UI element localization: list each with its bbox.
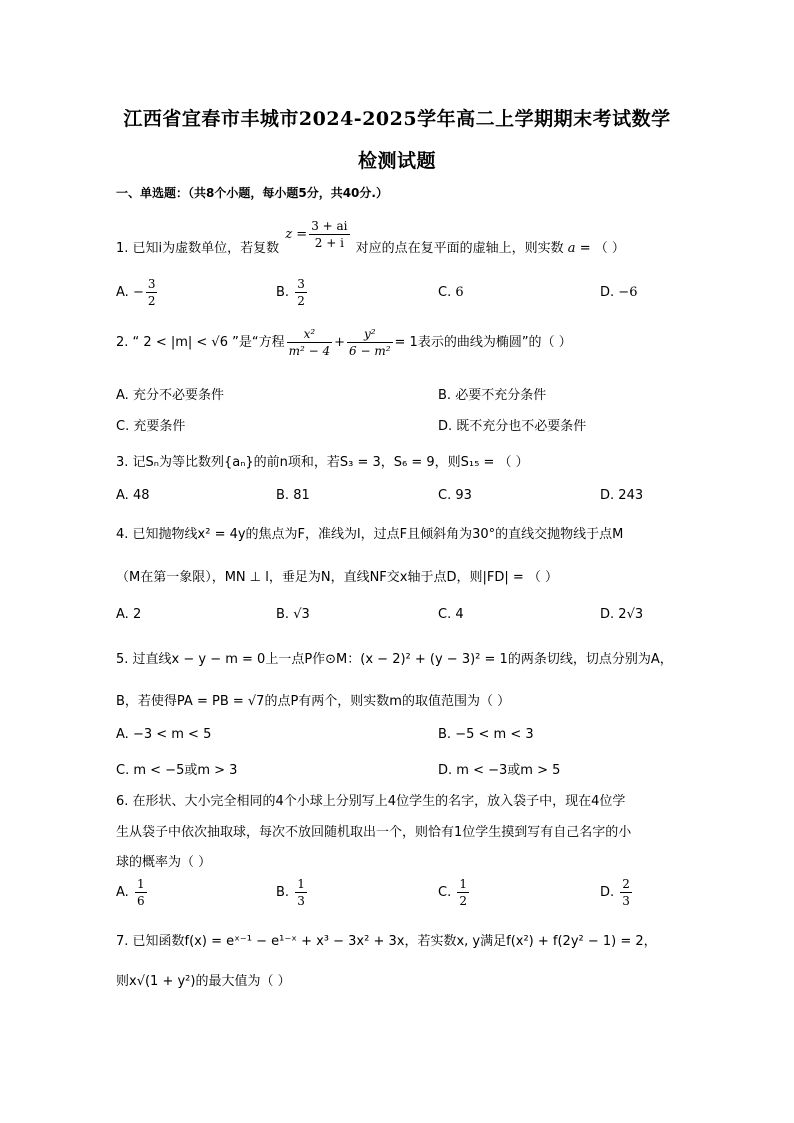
q2-option-c: C. 充要条件 (116, 419, 186, 434)
ellipse-fraction-x: $\frac{\text{x²}}{\text{m² − 4}}$ (288, 327, 331, 358)
q1-option-c: C. 6 (438, 285, 464, 300)
question-number: 2. (116, 335, 129, 350)
ellipse-fraction-y: $\frac{\text{y²}}{\text{6 − m²}}$ (349, 327, 391, 358)
variable-a: a (567, 241, 576, 256)
question-number: 1. (116, 241, 129, 256)
q4-option-d: D. 2√3 (600, 607, 644, 622)
q4-option-a: A. 2 (116, 607, 142, 622)
q4-option-b: B. √3 (276, 607, 310, 622)
q1-option-a: A. − $\frac{3}{2}$ (116, 277, 156, 308)
answer-blank: = （ ） (579, 241, 625, 256)
exam-subtitle: 检测试题 (357, 150, 436, 172)
question-6-line-1: 6. 在形状、大小完全相同的4个小球上分别写上4位学生的名字，放入袋子中，现在4位学 (116, 794, 626, 809)
question-text: 已知i为虚数单位，若复数 (132, 241, 280, 256)
question-text: “ 2 < |m| < √6 ”是“方程 (132, 335, 285, 350)
question-4-line-1: 4. 已知抛物线x² = 4y的焦点为F，准线为l，过点F且倾斜角为30°的直线交抛物线于点M (116, 527, 624, 542)
question-5-line-1: 5. 过直线x − y − m = 0上一点P作⊙M：(x − 2)² + (y − 3)² = 1的两条切线，切点分别为A， (116, 652, 673, 667)
option-fraction: $\frac{1}{3}$ (297, 877, 305, 908)
option-fraction: $\frac{1}{6}$ (136, 877, 145, 908)
question-7-line-1: 7. 已知函数f(x) = eˣ⁻¹ − e¹⁻ˣ + x³ − 3x² + 3x，若实数x, y满足f(x²) + f(2y² − 1) = 2， (116, 934, 657, 949)
option-fraction: $\frac{3}{2}$ (297, 277, 305, 308)
q3-option-d: D. 243 (600, 488, 644, 503)
option-fraction: $\frac{1}{2}$ (459, 877, 467, 908)
question-2: 2. “ 2 < |m| < √6 ”是“方程 $\frac{\text{x²}}{\text{m² − 4}}$ + $\frac{\text{y²}}{\text{6 − m²}}$ = 1表示的曲线为椭圆”的（ ） (116, 327, 572, 358)
question-1 (116, 219, 625, 265)
question-7-line-2: 则x√(1 + y²)的最大值为（ ） (116, 974, 291, 989)
q2-option-a: A. 充分不必要条件 (116, 388, 224, 403)
complex-fraction (309, 218, 349, 251)
q6-option-c: C. $\frac{1}{2}$ (438, 877, 467, 908)
q5-option-c: C. m < −5或m > 3 (116, 763, 238, 778)
fraction-numerator: 3 + ai (311, 219, 348, 233)
q1-option-d: D. −6 (600, 285, 638, 300)
question-6-line-3: 球的概率为（ ） (116, 855, 212, 870)
q6-option-a: A. $\frac{1}{6}$ (116, 877, 145, 908)
section-heading: 一、单选题：（共8个小题，每小题5分，共40分.） (116, 186, 388, 200)
q3-option-b: B. 81 (276, 488, 310, 503)
q3-option-c: C. 93 (438, 488, 472, 503)
question-text: = 1表示的曲线为椭圆”的（ ） (394, 335, 572, 350)
question-4-line-2: （M在第一象限），MN ⊥ l，垂足为N，直线NF交x轴于点D，则|FD| = （ ） (116, 570, 559, 585)
fraction-denominator: 2 + i (314, 236, 344, 250)
q1-option-b: B. $\frac{3}{2}$ (276, 277, 305, 308)
q2-option-b: B. 必要不充分条件 (438, 388, 547, 403)
q5-option-a: A. −3 < m < 5 (116, 727, 212, 742)
q5-option-b: B. −5 < m < 3 (438, 727, 534, 742)
question-text: 对应的点在复平面的虚轴上，则实数 (355, 241, 564, 256)
q6-option-d: D. $\frac{2}{3}$ (600, 877, 630, 908)
question-5-line-2: B，若使得PA = PB = √7的点P有两个，则实数m的取值范围为（ ） (116, 694, 511, 709)
q4-option-c: C. 4 (438, 607, 464, 622)
q2-option-d: D. 既不充分也不必要条件 (438, 419, 587, 434)
option-fraction: $\frac{2}{3}$ (622, 877, 630, 908)
q6-option-b: B. $\frac{1}{3}$ (276, 877, 305, 908)
complex-z-label: z = (285, 227, 308, 242)
q3-option-a: A. 48 (116, 488, 150, 503)
exam-title: 江西省宜春市丰城市2024-2025学年高二上学期期末考试数学 (123, 108, 671, 130)
question-3: 3. 记Sₙ为等比数列{aₙ}的前n项和，若S₃ = 3，S₆ = 9，则S₁₅ = （ ） (116, 455, 529, 470)
option-fraction: $\frac{3}{2}$ (147, 277, 156, 308)
q5-option-d: D. m < −3或m > 5 (438, 763, 561, 778)
question-6-line-2: 生从袋子中依次抽取球，每次不放回随机取出一个，则恰有1位学生摸到写有自己名字的小 (116, 825, 632, 840)
